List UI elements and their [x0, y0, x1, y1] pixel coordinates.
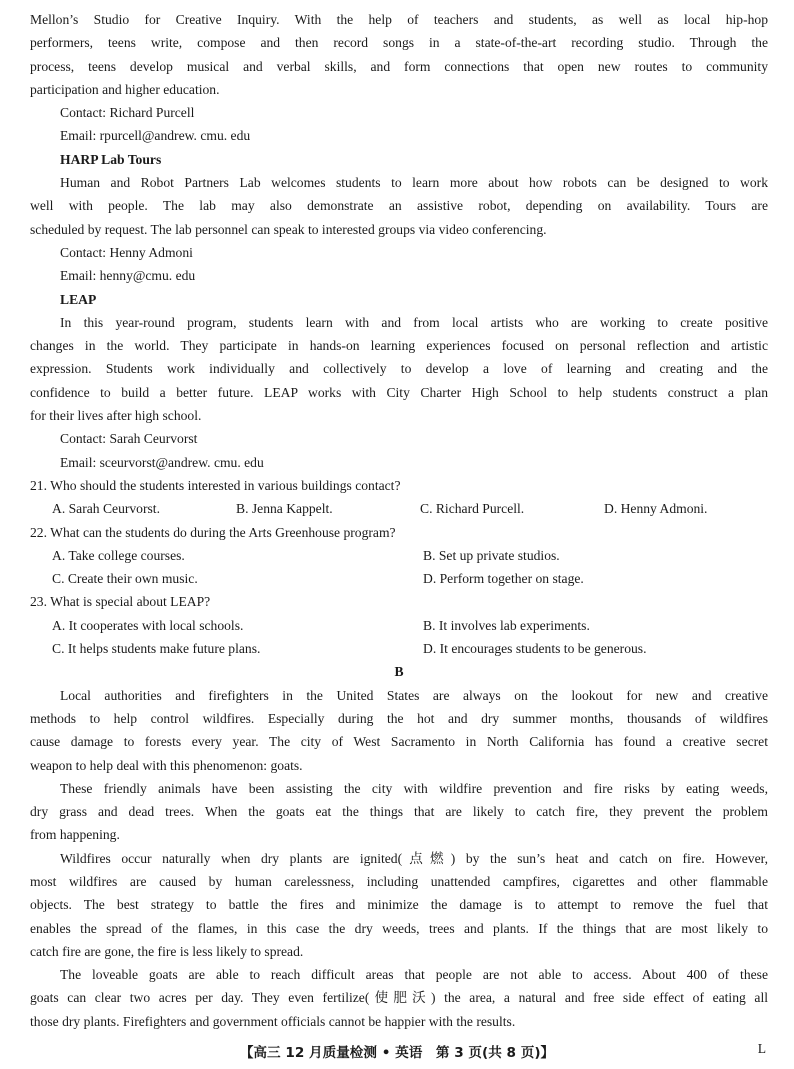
question-22: 22. What can the students do during the Arts Greenhouse program? — [30, 524, 396, 540]
intro-line: performers, teens write, compose and then record songs in a state-of-the-art recording studio. Through the — [30, 35, 768, 51]
option-d: D. It encourages students to be generous. — [423, 641, 647, 657]
leap-line: for their lives after high school. — [30, 408, 202, 424]
option-d: D. Perform together on stage. — [423, 571, 584, 587]
leap-title: LEAP — [60, 291, 97, 307]
b-para1-line: methods to help control wildfires. Especially during the hot and dry summer months, thousands of wildfires — [30, 710, 768, 726]
harp-email: Email: henny@cmu. edu — [60, 268, 196, 284]
page-footer — [0, 1041, 794, 1063]
harp-contact: Contact: Henny Admoni — [60, 244, 193, 260]
b-para2-line: These friendly animals have been assisting the city with wildfire prevention and fire risks by eating weeds, — [60, 780, 768, 796]
b-para1-line: Local authorities and firefighters in the United States are always on the lookout for new and creative — [60, 687, 768, 703]
leap-line: changes in the world. They participate in hands-on learning experiences focused on personal reflection and artistic — [30, 338, 768, 354]
footer-code: L — [757, 1041, 766, 1056]
question-23-options-row2 — [30, 637, 768, 660]
exam-page — [30, 8, 768, 1033]
b-para1-line: cause damage to forests every year. The city of West Sacramento in North California has found a creative secret — [30, 734, 768, 750]
question-21-options — [30, 497, 768, 520]
intro-line: participation and higher education. — [30, 81, 220, 97]
leap-line: confidence to build a better future. LEAP works with City Charter High School to help students construct a plan — [30, 384, 768, 400]
b-para3-line: objects. The best strategy to battle the fires and minimize the damage is to attempt to remove the fuel that — [30, 897, 768, 913]
harp-title: HARP Lab Tours — [60, 151, 162, 167]
question-23: 23. What is special about LEAP? — [30, 594, 211, 610]
leap-line: In this year-round program, students learn with and from local artists who are working to create positive — [60, 314, 768, 330]
harp-line: well with people. The lab may also demonstrate an assistive robot, depending on availability. Tours are — [30, 198, 768, 214]
intro-line: Mellon’s Studio for Creative Inquiry. With the help of teachers and students, as well as local hip-hop — [30, 12, 768, 27]
b-para3-line: Wildfires occur naturally when dry plants are ignited(点燃) by the sun’s heat and catch on fire. However, — [60, 850, 768, 866]
leap-contact: Contact: Sarah Ceurvorst — [60, 431, 198, 447]
question-22-options-row2 — [30, 567, 768, 590]
option-a: A. Sarah Ceurvorst. — [52, 501, 160, 517]
leap-email: Email: sceurvorst@andrew. cmu. edu — [60, 454, 264, 470]
option-d: D. Henny Admoni. — [604, 501, 708, 517]
b-para3-line: most wildfires are caused by human carelessness, including unattended campfires, cigarettes and other flammable — [30, 873, 768, 889]
question-23-options-row1 — [30, 614, 768, 637]
b-para1-line: weapon to help deal with this phenomenon: goats. — [30, 757, 303, 773]
harp-line: Human and Robot Partners Lab welcomes students to learn more about how robots can be designed to work — [60, 175, 768, 191]
b-para3-line: enables the spread of the flames, in this case the dry weeds, trees and plants. If the things that are most likely to — [30, 920, 768, 936]
option-c: C. It helps students make future plans. — [52, 641, 261, 657]
b-para4-line: The loveable goats are able to reach difficult areas that people are not able to access. About 400 of these — [60, 967, 768, 983]
question-22-options-row1 — [30, 544, 768, 567]
option-c: C. Richard Purcell. — [420, 501, 525, 517]
footer-title: 【高三 12 月质量检测 • 英语 第 3 页(共 8 页)】 — [239, 1045, 555, 1061]
b-para4-line: those dry plants. Firefighters and government officials cannot be happier with the results. — [30, 1013, 516, 1029]
b-para2-line: dry grass and dead trees. When the goats eat the things that are likely to catch fire, they prevent the problem — [30, 804, 768, 820]
section-b-label: B — [394, 664, 404, 680]
b-para2-line: from happening. — [30, 827, 120, 843]
harp-line: scheduled by request. The lab personnel can speak to interested groups via video conferencing. — [30, 221, 547, 237]
option-b: B. It involves lab experiments. — [423, 617, 590, 633]
option-b: B. Set up private studios. — [423, 547, 560, 563]
b-para4-line: goats can clear two acres per day. They even fertilize(使肥沃) the area, a natural and free side effect of eating all — [30, 990, 768, 1006]
contact-richard: Contact: Richard Purcell — [60, 105, 195, 121]
leap-line: expression. Students work individually and collectively to develop a love of learning and creating and the — [30, 361, 768, 377]
email-richard: Email: rpurcell@andrew. cmu. edu — [60, 128, 251, 144]
intro-line: process, teens develop musical and verbal skills, and form connections that open new routes to community — [30, 58, 768, 74]
option-b: B. Jenna Kappelt. — [236, 501, 333, 517]
b-para3-line: catch fire are gone, the fire is less likely to spread. — [30, 943, 304, 959]
option-a: A. Take college courses. — [52, 547, 185, 563]
option-c: C. Create their own music. — [52, 571, 198, 587]
option-a: A. It cooperates with local schools. — [52, 617, 244, 633]
question-21: 21. Who should the students interested in various buildings contact? — [30, 477, 401, 493]
